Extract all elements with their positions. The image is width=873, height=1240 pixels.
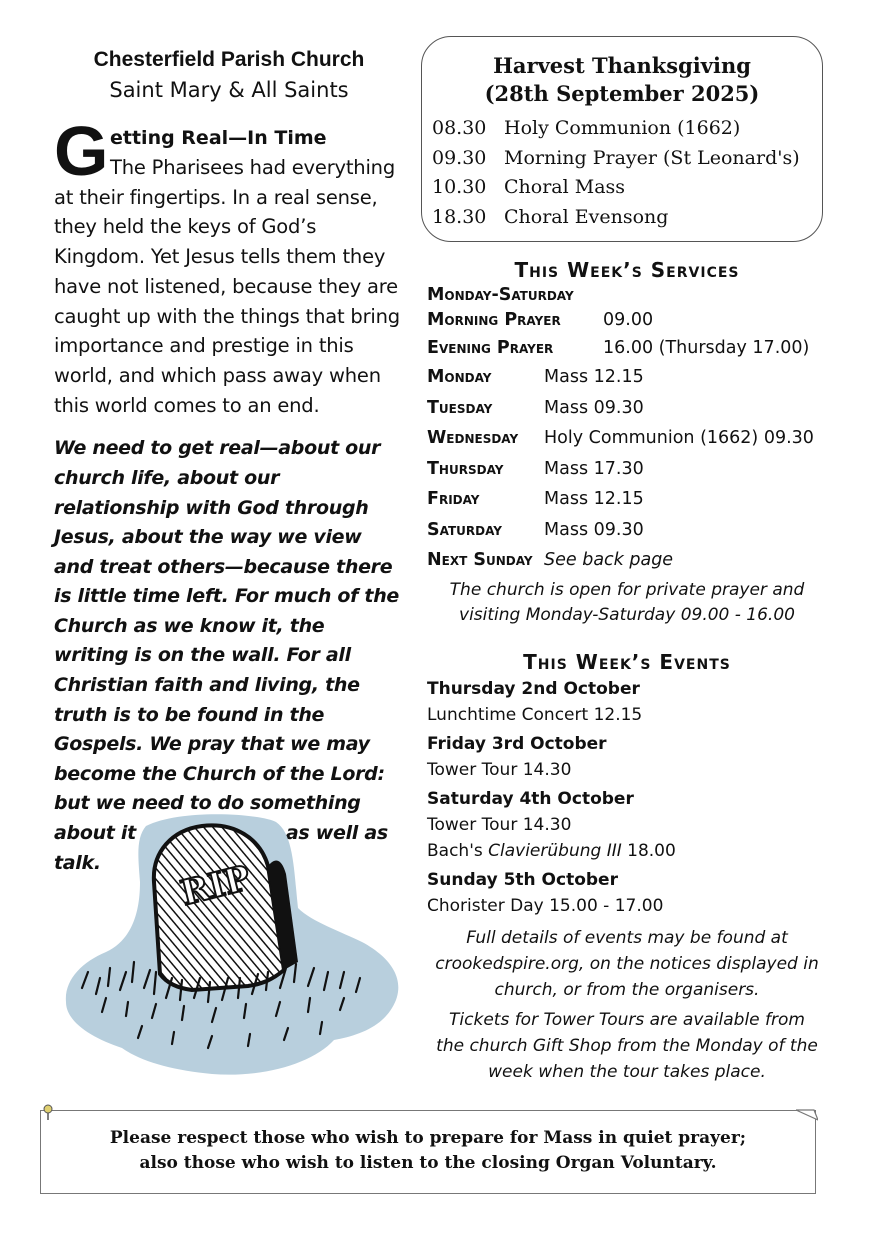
morning-prayer-label: Morning Prayer (427, 310, 561, 330)
drop-cap: G (54, 112, 109, 190)
day-label: Thursday (427, 458, 504, 479)
event-item: Tower Tour 14.30 (427, 760, 572, 780)
day-service: Mass 09.30 (544, 397, 644, 418)
service-time: 08.30 (432, 117, 487, 139)
service-time: 18.30 (432, 205, 487, 228)
harvest-services (432, 114, 822, 232)
harvest-title-line1: Harvest Thanksgiving (493, 53, 751, 78)
open-note (427, 578, 827, 628)
list-item (432, 173, 822, 203)
service-time: 10.30 (432, 176, 487, 198)
morning-prayer-row (427, 306, 827, 334)
morning-prayer-time: 09.00 (603, 310, 654, 330)
tickets-note (427, 1007, 827, 1085)
next-sunday-value: See back page (544, 550, 674, 570)
left-column (54, 46, 404, 878)
events-title: This Week’s Events (523, 650, 731, 674)
church-dedication: Saint Mary & All Saints (109, 78, 349, 102)
event-day: Thursday 2nd October (427, 679, 640, 699)
quote-main: We need to get real—about our church life, about our relationship with God through Jesus, about the way we view and treat others—because there is little time left. For much of the Church as we know it, the writing is on the wall. For all Christian faith and living, the truth is to be found in the Gospels. We pray that we may become the Church of the Lord: but we need to do something about it (54, 437, 400, 845)
evening-prayer-label: Evening Prayer (427, 338, 554, 358)
week-services (427, 256, 827, 628)
tickets-note-line: week when the tour takes place. (488, 1062, 766, 1082)
event-item-pre: Bach's (427, 841, 489, 861)
page-curl-icon (796, 1108, 818, 1122)
next-sunday-row (427, 545, 827, 576)
tickets-note-line: the church Gift Shop from the Monday of the (436, 1036, 818, 1056)
list-item (427, 362, 827, 393)
day-service: Mass 12.15 (544, 489, 644, 509)
service-name: Morning Prayer (St Leonard's) (504, 146, 800, 169)
gravestone-icon (62, 812, 408, 1080)
event-day: Friday 3rd October (427, 734, 607, 754)
event-thursday (427, 676, 827, 728)
evening-prayer-row (427, 334, 827, 362)
article (54, 112, 404, 878)
pin-icon (42, 1104, 54, 1120)
evening-prayer-time: 16.00 (Thursday 17.00) (603, 338, 810, 358)
event-friday (427, 731, 827, 783)
list-item (432, 203, 822, 233)
list-item (427, 393, 827, 424)
week-events (427, 648, 827, 1085)
mon-sat-label: Monday-Saturday (427, 285, 574, 305)
service-name: Choral Evensong (504, 205, 669, 228)
day-service: Mass 09.30 (544, 519, 644, 540)
tickets-note-line: Tickets for Tower Tours are available from (449, 1010, 805, 1030)
open-note-line1: The church is open for private prayer and (449, 579, 805, 600)
event-item-work: Clavierübung III (488, 841, 622, 861)
article-body: The Pharisees had everything at their fingertips. In a real sense, they held the keys of God’s Kingdom. Yet Jesus tells them they have not listened, because they are caught up with the things that bring importance and prestige in this world, and which pass away when this world comes to an end. (54, 156, 400, 417)
service-name: Choral Mass (504, 176, 626, 198)
day-label: Friday (427, 489, 480, 509)
list-item (427, 515, 827, 546)
service-time: 09.30 (432, 146, 487, 169)
notice-banner (40, 1110, 816, 1194)
quote-end-b: talk. (54, 851, 101, 874)
list-item (432, 114, 822, 144)
day-label: Tuesday (427, 397, 493, 418)
quote-end-a: as well as (285, 822, 388, 845)
event-item (427, 838, 827, 864)
banner-line2: also those who wish to listen to the closing Organ Voluntary. (139, 1153, 717, 1173)
event-item: Lunchtime Concert 12.15 (427, 705, 643, 725)
list-item (432, 144, 822, 174)
list-item (427, 423, 827, 454)
open-note-line2: visiting Monday-Saturday 09.00 - 16.00 (459, 604, 795, 625)
events-note-line: crookedspire.org, on the notices displayed in (435, 954, 819, 974)
banner-text (40, 1126, 816, 1176)
rip-engraving: RIP (176, 858, 255, 914)
day-service: Mass 17.30 (544, 458, 644, 479)
day-service: Holy Communion (1662) 09.30 (544, 428, 814, 448)
article-title: etting Real—In Time (110, 127, 327, 149)
event-saturday (427, 786, 827, 864)
event-day: Sunday 5th October (427, 870, 618, 890)
event-sunday (427, 867, 827, 919)
list-item (427, 454, 827, 485)
event-item: Chorister Day 15.00 - 17.00 (427, 896, 664, 916)
church-name: Chesterfield Parish Church (93, 48, 365, 71)
services-title: This Week’s Services (514, 258, 740, 282)
day-label: Wednesday (427, 428, 519, 448)
banner-line1: Please respect those who wish to prepare for Mass in quiet prayer; (109, 1128, 747, 1148)
harvest-box (421, 36, 823, 242)
events-note (427, 925, 827, 1003)
event-day: Saturday 4th October (427, 789, 634, 809)
day-label: Monday (427, 367, 492, 387)
service-name: Holy Communion (1662) (504, 117, 741, 139)
harvest-title (422, 52, 822, 108)
list-item (427, 484, 827, 515)
next-sunday-label: Next Sunday (427, 550, 533, 570)
events-note-line: Full details of events may be found at (466, 928, 788, 948)
event-item-post: 18.00 (621, 841, 676, 861)
day-label: Saturday (427, 519, 502, 540)
day-service: Mass 12.15 (544, 367, 644, 387)
event-item: Tower Tour 14.30 (427, 815, 572, 835)
events-note-line: church, or from the organisers. (494, 980, 760, 1000)
harvest-title-line2: (28th September 2025) (484, 81, 760, 106)
